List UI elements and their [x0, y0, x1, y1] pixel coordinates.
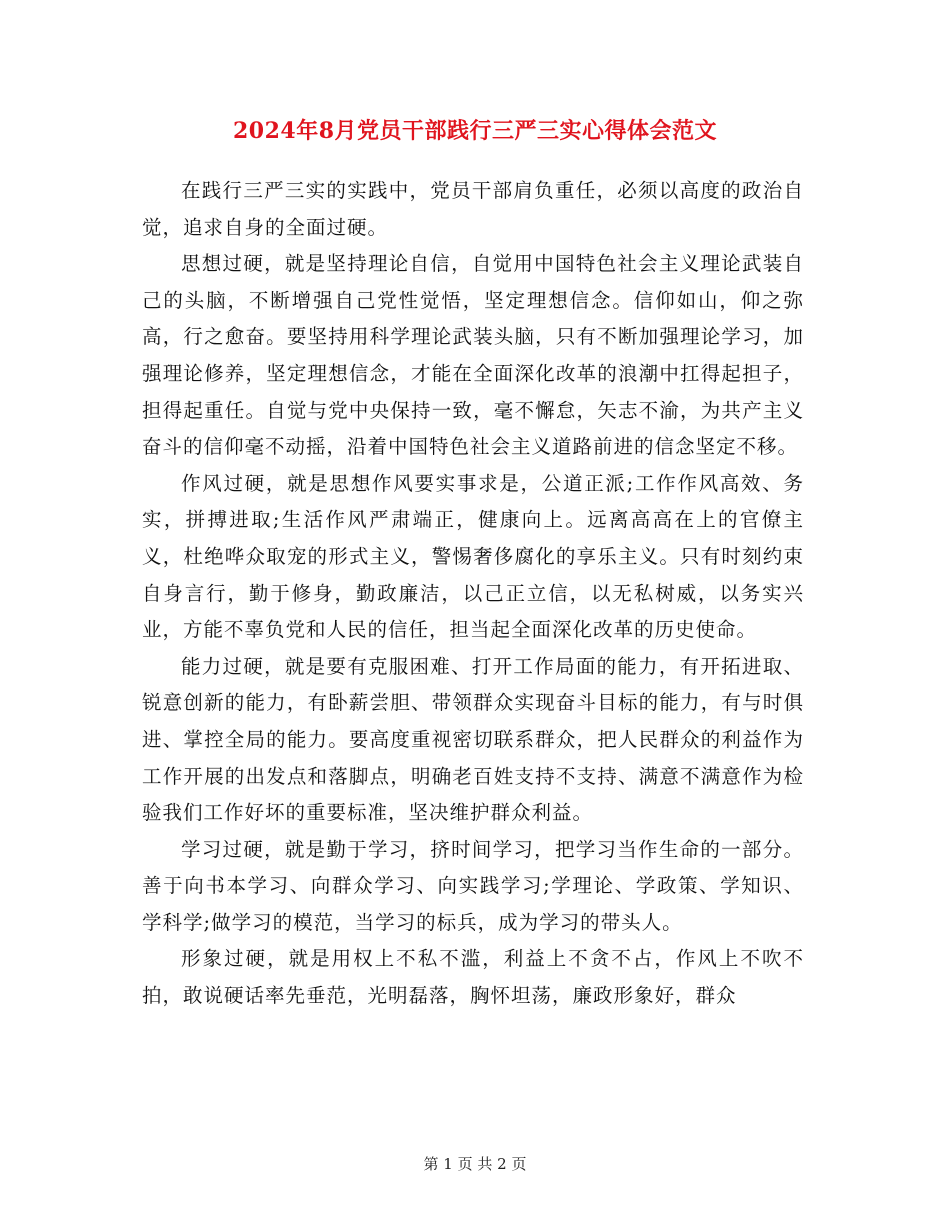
document-body	[142, 173, 804, 1015]
page-title: 2024年8月党员干部践行三严三实心得体会范文	[232, 118, 718, 144]
paragraph-ability: 能力过硬，就是要有克服困难、打开工作局面的能力，有开拓进取、锐意创新的能力，有卧薪尝胆、带领群众实现奋斗目标的能力，有与时俱进、掌控全局的能力。要高度重视密切联系群众，把人民群众的利益作为工作开展的出发点和落脚点，明确老百姓支持不支持、满意不满意作为检验我们工作好坏的重要标准，坚决维护群众利益。	[142, 654, 804, 825]
paragraph-intro: 在践行三严三实的实践中，党员干部肩负重任，必须以高度的政治自觉，追求自身的全面过硬。	[142, 179, 804, 239]
paragraph-study: 学习过硬，就是勤于学习，挤时间学习，把学习当作生命的一部分。善于向书本学习、向群众学习、向实践学习;学理论、学政策、学知识、学科学;做学习的模范，当学习的标兵，成为学习的带头人。	[142, 837, 804, 934]
paragraph-image: 形象过硬，就是用权上不私不滥，利益上不贪不占，作风上不吹不拍，敢说硬话率先垂范，光明磊落，胸怀坦荡，廉政形象好，群众	[142, 947, 804, 1008]
paragraph-style: 作风过硬，就是思想作风要实事求是，公道正派;工作作风高效、务实，拼搏进取;生活作风严肃端正，健康向上。远离高高在上的官僚主义，杜绝哗众取宠的形式主义，警惕奢侈腐化的享乐主义。只有时刻约束自身言行，勤于修身，勤政廉洁，以己正立信，以无私树威，以务实兴业，方能不辜负党和人民的信任，担当起全面深化改革的历史使命。	[142, 471, 804, 642]
paragraph-thought: 思想过硬，就是坚持理论自信，自觉用中国特色社会主义理论武装自己的头脑，不断增强自己党性觉悟，坚定理想信念。信仰如山，仰之弥高，行之愈奋。要坚持用科学理论武装头脑，只有不断加强理论学习，加强理论修养，坚定理想信念，才能在全面深化改革的浪潮中扛得起担子，担得起重任。自觉与党中央保持一致，毫不懈怠，矢志不渝，为共产主义奋斗的信仰毫不动摇，沿着中国特色社会主义道路前进的信念坚定不移。	[142, 252, 804, 459]
page-number: 第 1 页 共 2 页	[423, 1155, 527, 1173]
